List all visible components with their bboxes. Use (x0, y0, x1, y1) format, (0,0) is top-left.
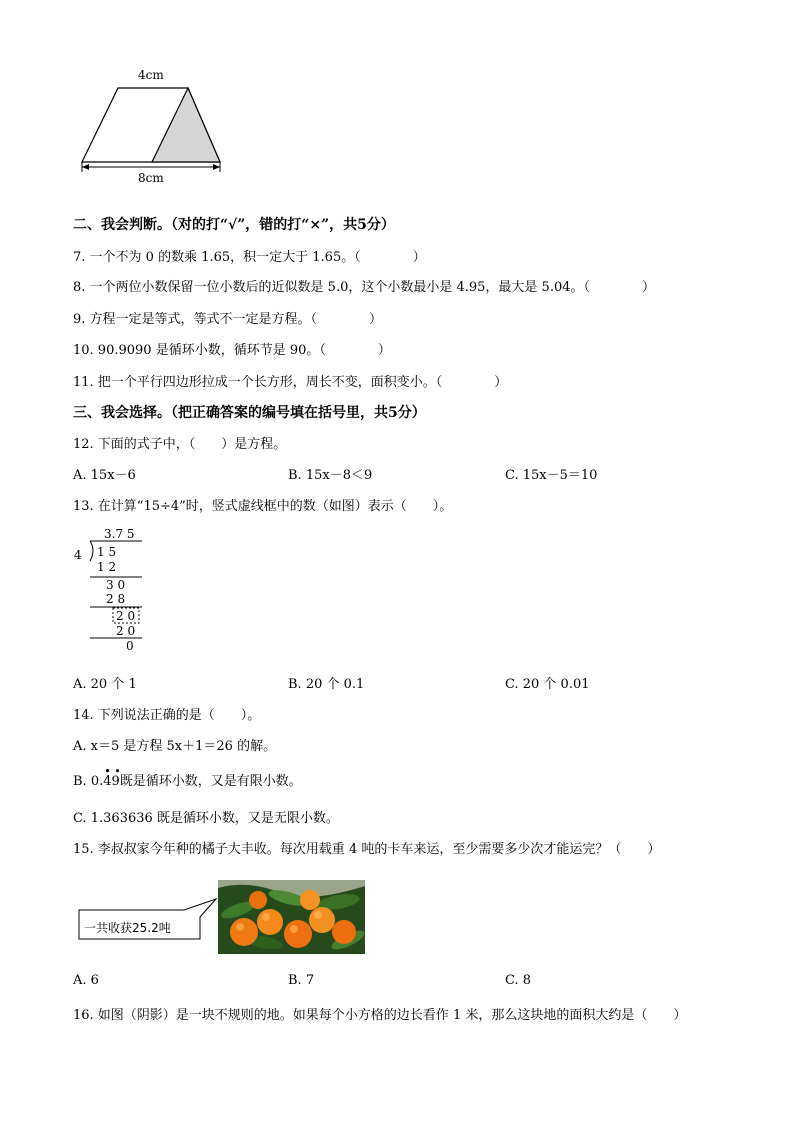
trapezoid-top-label: 4cm (138, 68, 164, 82)
question-13: 13. 在计算“15÷4”时，竖式虚线框中的数（如图）表示（ ）。 (73, 499, 453, 514)
q12-option-c: C. 15x－5＝10 (505, 468, 598, 483)
q13-option-c: C. 20 个 0.01 (505, 677, 590, 692)
division-divisor: 4 (74, 548, 82, 562)
question-7: 7. 一个不为 0 的数乘 1.65，积一定大于 1.65。（ ） (73, 250, 426, 265)
section-heading-judge: 二、我会判断。（对的打“√”，错的打“×”，共5分） (73, 217, 395, 233)
q14-option-b (73, 765, 302, 789)
q14-option-c: C. 1.363636 既是循环小数，又是无限小数。 (73, 811, 339, 826)
section-heading-choose: 三、我会选择。（把正确答案的编号填在括号里，共5分） (73, 405, 426, 421)
q15-option-c: C. 8 (505, 973, 532, 988)
q15-option-b: B. 7 (288, 973, 315, 988)
q13-option-a: A. 20 个 1 (73, 677, 137, 692)
question-9: 9. 方程一定是等式，等式不一定是方程。（ ） (73, 312, 383, 327)
division-row-3: 2 8 (106, 592, 126, 606)
trapezoid-bottom-label: 8cm (138, 171, 164, 185)
q13-option-b: B. 20 个 0.1 (288, 677, 365, 692)
q14-option-a: A. x＝5 是方程 5x＋1＝26 的解。 (73, 739, 277, 754)
question-14: 14. 下列说法正确的是（ ）。 (73, 708, 261, 723)
question-16: 16. 如图（阴影）是一块不规则的地。如果每个小方格的边长看作 1 米，那么这块地的面积大约是（ ） (73, 1008, 687, 1023)
question-12: 12. 下面的式子中，（ ）是方程。 (73, 437, 287, 452)
question-11: 11. 把一个平行四边形拉成一个长方形，周长不变，面积变小。（ ） (73, 375, 508, 390)
division-quotient: 3.7 5 (104, 527, 135, 541)
division-dividend: 1 5 (97, 545, 117, 559)
question-15: 15. 李叔叔家今年种的橘子大丰收。每次用载重 4 吨的卡车来运，至少需要多少次才能运完？（ ） (73, 842, 661, 857)
division-row-5: 0 (126, 639, 134, 653)
division-row-4: 2 0 (116, 624, 136, 638)
oranges-photo (218, 880, 365, 954)
q12-option-b: B. 15x－8＜9 (288, 468, 373, 483)
callout-text: 一共收获25.2吨 (84, 921, 171, 935)
q14-b-repeating-digits: 49 • • (103, 765, 121, 789)
division-boxed-number: 2 0 (116, 609, 136, 623)
trapezoid-figure (70, 66, 240, 186)
division-row-1: 1 2 (97, 560, 117, 574)
q14-b-prefix: B. 0. (73, 774, 104, 789)
division-row-2: 3 0 (106, 578, 126, 592)
q14-b-suffix: 既是循环小数，又是有限小数。 (119, 774, 302, 789)
question-8: 8. 一个两位小数保留一位小数后的近似数是 5.0，这个小数最小是 4.95，最大是 5.04。（ ） (73, 280, 655, 295)
q15-option-a: A. 6 (73, 973, 99, 988)
q12-option-a: A. 15x－6 (73, 468, 136, 483)
question-10: 10. 90.9090 是循环小数，循环节是 90。（ ） (73, 343, 391, 358)
